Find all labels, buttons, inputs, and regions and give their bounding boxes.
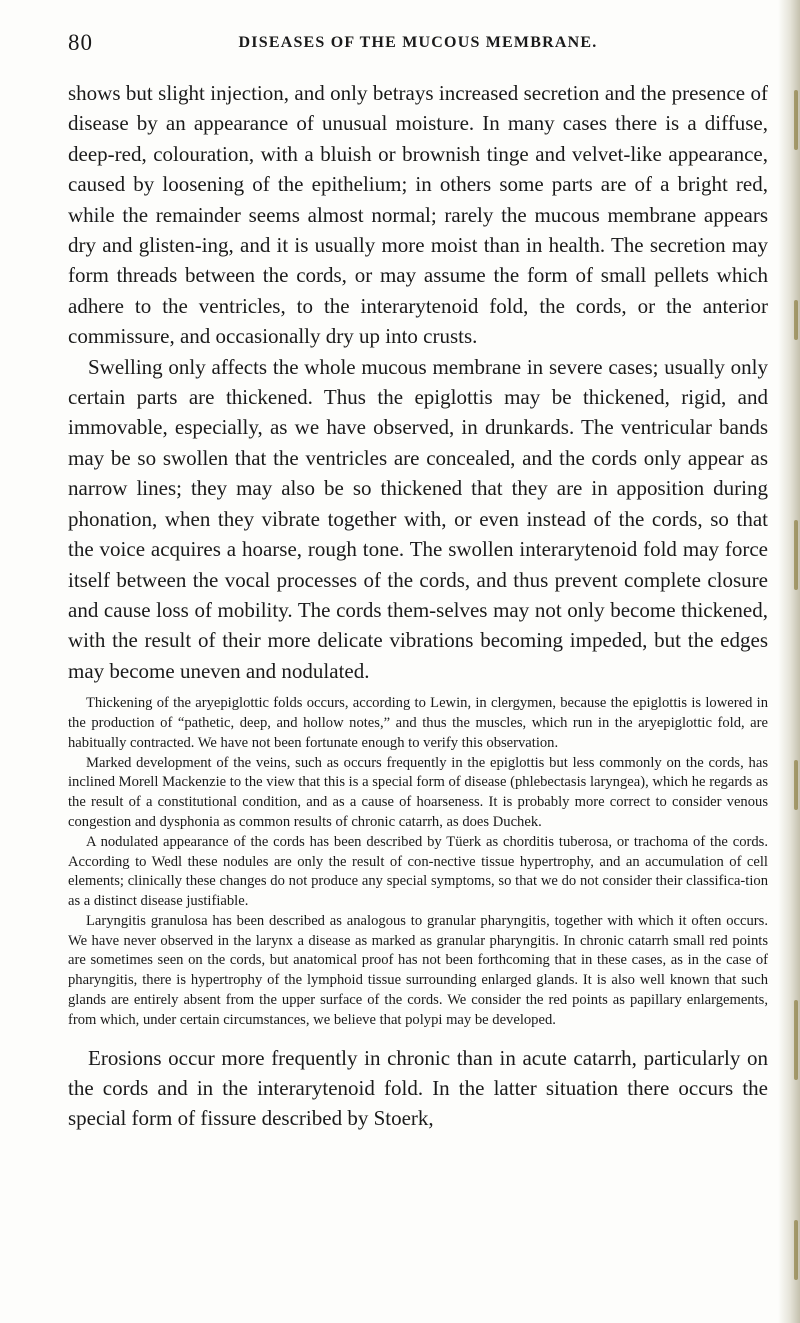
paragraph-swelling: Swelling only affects the whole mucous membrane in severe cases; usually only certain parts are thickened. Thus the epiglottis may be thickened, rigid, and immovable, especially, as we have observed, in drunkards. The ventricular bands may be so swollen that the ventricles are concealed, and the cords only appear as narrow lines; they may also be so thickened that they are in apposition during phonation, when they vibrate together with, or even instead of the cords, so that the voice acquires a hoarse, rough tone. The swollen interarytenoid fold may force itself between the vocal processes of the cords, and thus prevent complete closure and cause loss of mobility. The cords them-selves may not only become thickened, with the result of their more delicate vibrations becoming impeded, but the edges may become uneven and nodulated. [68, 354, 768, 683]
page-header [68, 30, 768, 56]
page-edge-mark [794, 1220, 798, 1280]
paragraph-continued: shows but slight injection, and only betrays increased secretion and the presence of disease by an appearance of unusual moisture. In many cases there is a diffuse, deep-red, colouration, with a bluish or brownish tinge and velvet-like appearance, caused by loosening of the epithelium; in others some parts are of a bright red, while the remainder seems almost normal; rarely the mucous membrane appears dry and glisten-ing, and it is usually more moist than in health. The secretion may form threads between the cords, or may assume the form of small pellets which adhere to the ventricles, to the interarytenoid fold, the cords, or the anterior commissure, and occasionally dry up into crusts. [68, 81, 768, 349]
page-edge-mark [794, 300, 798, 340]
running-title: DISEASES OF THE MUCOUS MEMBRANE. [238, 34, 598, 51]
main-text [68, 78, 768, 1134]
small-print-notes [68, 694, 768, 1031]
paragraph-erosions: Erosions occur more frequently in chronic than in acute catarrh, particularly on the cords and in the interarytenoid fold. In the latter situation there occurs the special form of fissure described by Stoerk, [68, 1045, 768, 1131]
note-nodulated: A nodulated appearance of the cords has been described by Tüerk as chorditis tuberosa, or trachoma of the cords. According to Wedl these nodules are only the result of con-nective tissue hypertrophy, and an accumulation of cell elements; clinically these changes do not produce any special symptoms, so that we do not consider their classifica-tion as a distinct disease justifiable. [68, 833, 768, 910]
note-aryepiglottic: Thickening of the aryepiglottic folds occurs, according to Lewin, in clergymen, because the epiglottis is lowered in the production of “pathetic, deep, and hollow notes,” and thus the muscles, which run in the aryepiglottic fold, are habitually contracted. We have not been fortunate enough to verify this observation. [68, 695, 768, 751]
note-laryngitis-granulosa: Laryngitis granulosa has been described as analogous to granular pharyngitis, together with which it often occurs. We have never observed in the larynx a disease as marked as granular pharyngitis. In chronic catarrh small red points are sometimes seen on the cords, but anatomical proof has not been forthcoming that in these cases, as in the case of pharyngitis, there is hypertrophy of the lymphoid tissue surrounding enlarged glands. It is also well known that such glands are entirely absent from the upper surface of the cords. We consider the red points as papillary enlargements, from which, under certain circumstances, we believe that polypi may be developed. [68, 912, 768, 1028]
page-edge-mark [794, 1000, 798, 1080]
page-edge-mark [794, 520, 798, 590]
page-number: 80 [68, 30, 93, 55]
note-veins: Marked development of the veins, such as occurs frequently in the epiglottis but less commonly on the cords, has inclined Morell Mackenzie to the view that this is a special form of disease (phlebectasis laryngea), which he regards as the result of a constitutional condition, and as a cause of hoarseness. It is probably more correct to consider venous congestion and dysphonia as common results of chronic catarrh, as does Duchek. [68, 754, 768, 830]
page-edge-mark [794, 90, 798, 150]
page-edge-shadow [778, 0, 800, 1323]
page-edge-mark [794, 760, 798, 810]
